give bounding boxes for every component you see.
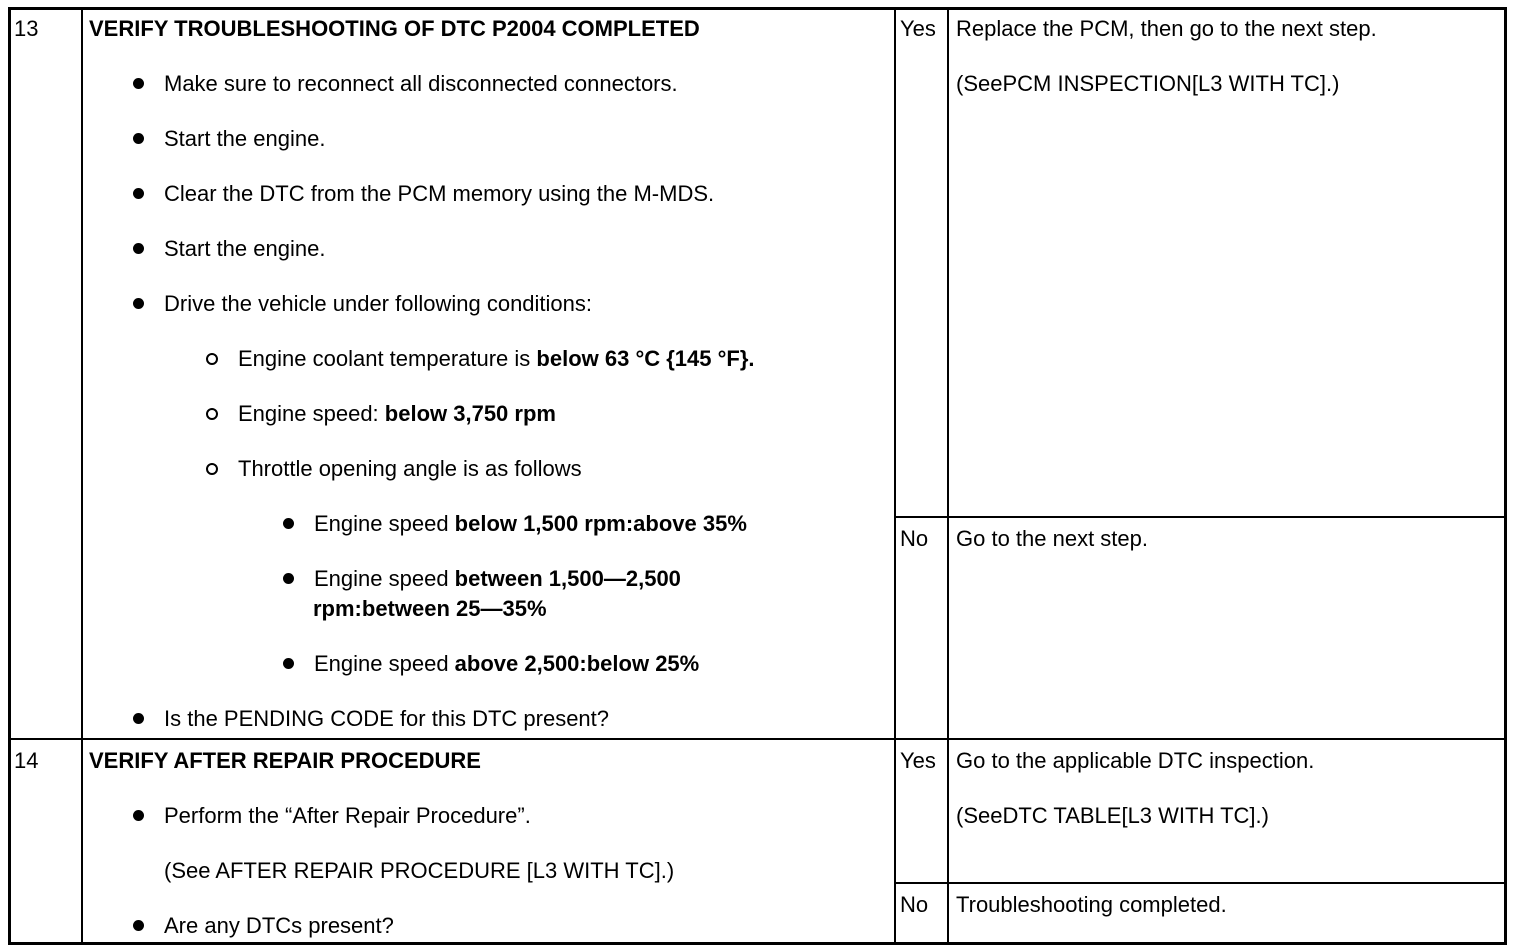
table-border-right (1504, 7, 1507, 945)
no-label: No (900, 526, 929, 551)
instruction-item: Drive the vehicle under following conditions: (164, 291, 593, 316)
row14-yes-no-divider (894, 882, 1507, 884)
bullet-icon (133, 713, 144, 724)
table-border-top (8, 7, 1507, 10)
instruction-item: Clear the DTC from the PCM memory using the M-MDS. (164, 181, 715, 206)
col-divider-yesno (894, 7, 896, 945)
condition-item: Throttle opening angle is as follows (238, 456, 582, 481)
circle-bullet-icon (206, 463, 218, 475)
step-title: VERIFY AFTER REPAIR PROCEDURE (89, 748, 481, 773)
condition-item: Engine speed: below 3,750 rpm (238, 401, 556, 426)
col-divider-step (81, 7, 83, 945)
no-label: No (900, 892, 929, 917)
reference-link[interactable]: (See AFTER REPAIR PROCEDURE [L3 WITH TC].) (164, 858, 675, 883)
bullet-icon (133, 133, 144, 144)
yes-action: Go to the applicable DTC inspection. (956, 748, 1315, 773)
table-border-left (8, 7, 11, 945)
bullet-icon (283, 573, 294, 584)
question-item: Is the PENDING CODE for this DTC present? (164, 706, 610, 731)
throttle-item-continued: rpm:between 25—35% (313, 596, 547, 621)
yes-reference-link[interactable]: (SeeDTC TABLE[L3 WITH TC].) (956, 803, 1269, 828)
bullet-icon (133, 243, 144, 254)
bullet-icon (133, 920, 144, 931)
instruction-item: Start the engine. (164, 236, 326, 261)
circle-bullet-icon (206, 353, 218, 365)
col-divider-action (947, 7, 949, 945)
bullet-icon (133, 298, 144, 309)
bullet-icon (283, 518, 294, 529)
instruction-item: Start the engine. (164, 126, 326, 151)
yes-label: Yes (900, 16, 936, 41)
row13-yes-no-divider (894, 516, 1507, 518)
no-action: Go to the next step. (956, 526, 1149, 551)
circle-bullet-icon (206, 408, 218, 420)
table-border-bottom (8, 942, 1507, 945)
yes-action: Replace the PCM, then go to the next step. (956, 16, 1377, 41)
step-number: 13 (14, 16, 39, 41)
step-number: 14 (14, 748, 39, 773)
throttle-item: Engine speed above 2,500:below 25% (314, 651, 700, 676)
no-action: Troubleshooting completed. (956, 892, 1227, 917)
bullet-icon (133, 78, 144, 89)
bullet-icon (283, 658, 294, 669)
throttle-item: Engine speed below 1,500 rpm:above 35% (314, 511, 747, 536)
row-divider-13-14 (8, 738, 1507, 740)
bullet-icon (133, 810, 144, 821)
instruction-item: Perform the “After Repair Procedure”. (164, 803, 531, 828)
step-title: VERIFY TROUBLESHOOTING OF DTC P2004 COMPLETED (89, 16, 700, 41)
yes-reference-link[interactable]: (SeePCM INSPECTION[L3 WITH TC].) (956, 71, 1340, 96)
condition-item: Engine coolant temperature is below 63 °C {145 °F}. (238, 346, 755, 371)
throttle-item: Engine speed between 1,500—2,500 (314, 566, 681, 591)
yes-label: Yes (900, 748, 936, 773)
question-item: Are any DTCs present? (164, 913, 394, 938)
bullet-icon (133, 188, 144, 199)
instruction-item: Make sure to reconnect all disconnected connectors. (164, 71, 678, 96)
